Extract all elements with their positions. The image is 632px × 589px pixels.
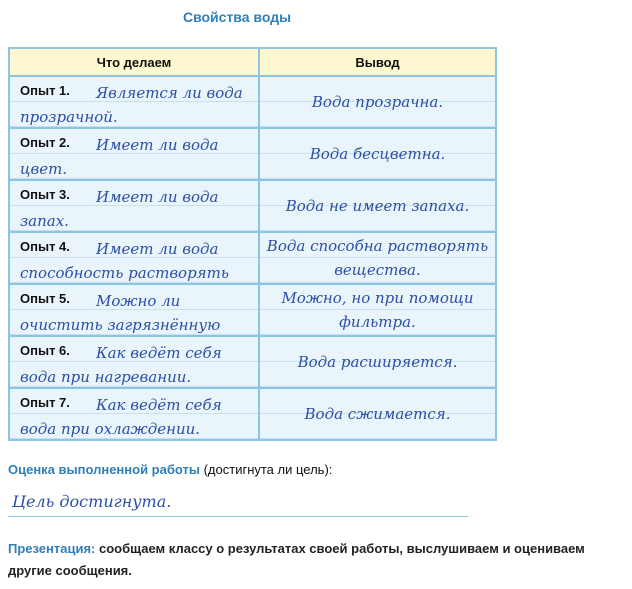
table-row [9,232,496,284]
experiment-label: Опыт 3. [20,187,70,202]
experiment-conclusion: Вода не имеет запаха. [285,197,470,215]
column-header-conclusion: Вывод [259,48,496,76]
experiment-conclusion: Можно, но при помощи фильтра. [281,289,474,331]
evaluation-answer-line [8,490,468,517]
experiment-question: Имеет ли вода запах. [20,188,219,230]
experiment-label: Опыт 4. [20,239,70,254]
column-header-what-we-do: Что делаем [9,48,259,76]
experiment-conclusion: Вода способна растворять вещества. [266,237,489,279]
experiment-question: Можно ли очистить загрязнённую [20,292,221,334]
table-row [9,128,496,180]
page-title: Свойства воды [182,9,292,25]
experiment-question: Является ли вода прозрачной. [20,84,243,126]
table-row [9,336,496,388]
experiment-question: Как ведёт себя вода при нагревании. [20,344,222,386]
experiment-label: Опыт 1. [20,83,70,98]
presentation-paragraph [8,538,628,582]
experiment-label: Опыт 5. [20,291,70,306]
evaluation-answer: Цель достигнута. [12,492,172,511]
table-row [9,284,496,336]
experiment-conclusion: Вода прозрачна. [311,93,444,111]
experiment-question: Имеет ли вода способность растворять [20,240,230,282]
experiment-conclusion: Вода бесцветна. [309,145,446,163]
experiment-question: Как ведёт себя вода при охлаждении. [20,396,222,438]
experiment-conclusion: Вода расширяется. [297,353,458,371]
table-row [9,180,496,232]
experiment-conclusion: Вода сжимается. [304,405,451,423]
table-header-row [9,48,496,76]
experiments-table [8,47,497,441]
evaluation-prompt [8,462,332,477]
experiment-label: Опыт 7. [20,395,70,410]
presentation-label: Презентация: [8,541,96,556]
presentation-text: сообщаем классу о результатах своей работы, выслушиваем и оцениваем другие сообщения. [8,541,585,578]
table-row [9,388,496,440]
evaluation-hint: (достигнута ли цель): [199,462,333,477]
evaluation-label: Оценка выполненной работы [8,462,200,477]
experiment-label: Опыт 2. [20,135,70,150]
table-row [9,76,496,128]
experiment-question: Имеет ли вода цвет. [20,136,219,178]
experiment-label: Опыт 6. [20,343,70,358]
